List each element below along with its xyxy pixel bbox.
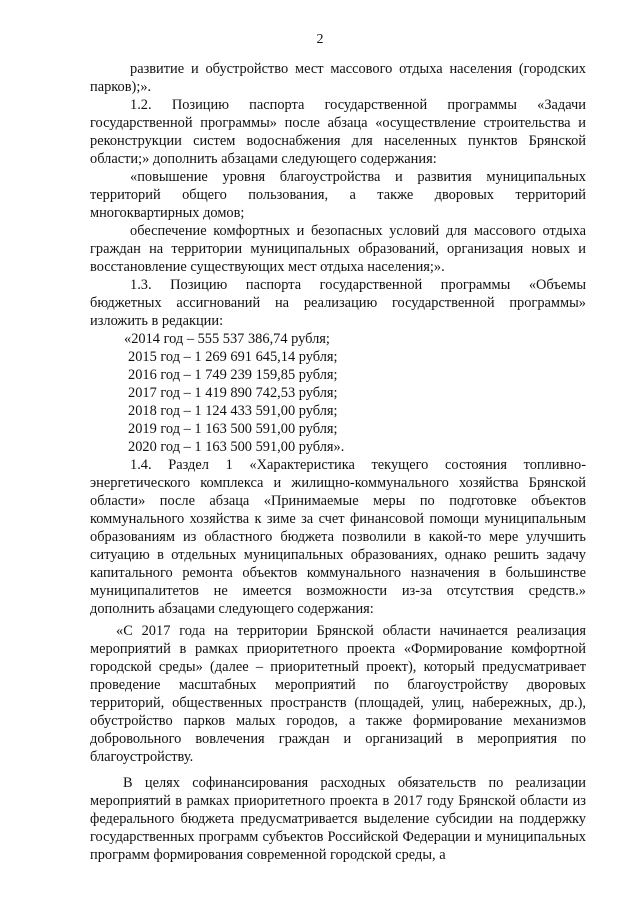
paragraph-cofinancing: В целях софинансирования расходных обязательств по реализации мероприятий в рамках приоритетного проекта в 2017 году Брянской области из федерального бюджета предусматривается выделение субсидии на поддержку государственных программ субъектов Российской Федерации и муниципальных программ формирования современной городской среды, а bbox=[90, 775, 586, 863]
budget-line-2018: 2018 год – 1 124 433 591,00 рубля; bbox=[128, 403, 338, 419]
paragraph-1-3: 1.3. Позицию паспорта государственной программы «Объемы бюджетных ассигнований на реализацию государственной программы» изложить в редакции: bbox=[90, 277, 586, 329]
budget-line-2019: 2019 год – 1 163 500 591,00 рубля; bbox=[128, 421, 338, 437]
page-number: 2 bbox=[316, 32, 324, 47]
budget-line-2017: 2017 год – 1 419 890 742,53 рубля; bbox=[128, 385, 338, 401]
paragraph-improvement: «повышение уровня благоустройства и развития муниципальных территорий общего пользования, а также дворовых территорий многоквартирных домов; bbox=[90, 169, 586, 221]
paragraph-priority-project: «С 2017 года на территории Брянской области начинается реализация мероприятий в рамках приоритетного проекта «Формирование комфортной городской среды» (далее – приоритетный проект), который предусматривает проведение масштабных мероприятий по благоустройству дворовых территорий, общественных пространств (площадей, улиц, набережных, др.), обустройство парков малых городов, а также формирование механизмов добровольного вовлечения граждан и организаций в мероприятия по благоустройству. bbox=[90, 623, 586, 765]
paragraph-parks: развитие и обустройство мест массового отдыха населения (городских парков);». bbox=[90, 61, 586, 95]
document-body bbox=[90, 60, 586, 864]
paragraph-1-4: 1.4. Раздел 1 «Характеристика текущего состояния топливно-энергетического комплекса и жилищно-коммунального хозяйства Брянской области» после абзаца «Принимаемые меры по подготовке объектов коммунального хозяйства к зиме за счет финансовой помощи муниципальным образованиям из областного бюджета позволили в какой-то мере улучшить ситуацию в отдельных муниципальных образованиях, однако решить задачу капитального ремонта объектов коммунального назначения в большинстве муниципалитетов не имеется возможности из-за отсутствия средств.» дополнить абзацами следующего содержания: bbox=[90, 457, 586, 617]
budget-line-2015: 2015 год – 1 269 691 645,14 рубля; bbox=[128, 349, 338, 365]
budget-list bbox=[90, 330, 586, 456]
paragraph-recreation: обеспечение комфортных и безопасных условий для массового отдыха граждан на территории муниципальных образований, организация новых и восстановление существующих мест отдыха населения;». bbox=[90, 223, 586, 275]
budget-line-2016: 2016 год – 1 749 239 159,85 рубля; bbox=[128, 367, 338, 383]
paragraph-1-2: 1.2. Позицию паспорта государственной программы «Задачи государственной программы» после абзаца «осуществление строительства и реконструкции систем водоснабжения для населенных пунктов Брянской области;» дополнить абзацами следующего содержания: bbox=[90, 97, 586, 167]
budget-line-2014: «2014 год – 555 537 386,74 рубля; bbox=[124, 331, 330, 347]
budget-line-2020: 2020 год – 1 163 500 591,00 рубля». bbox=[128, 439, 345, 455]
